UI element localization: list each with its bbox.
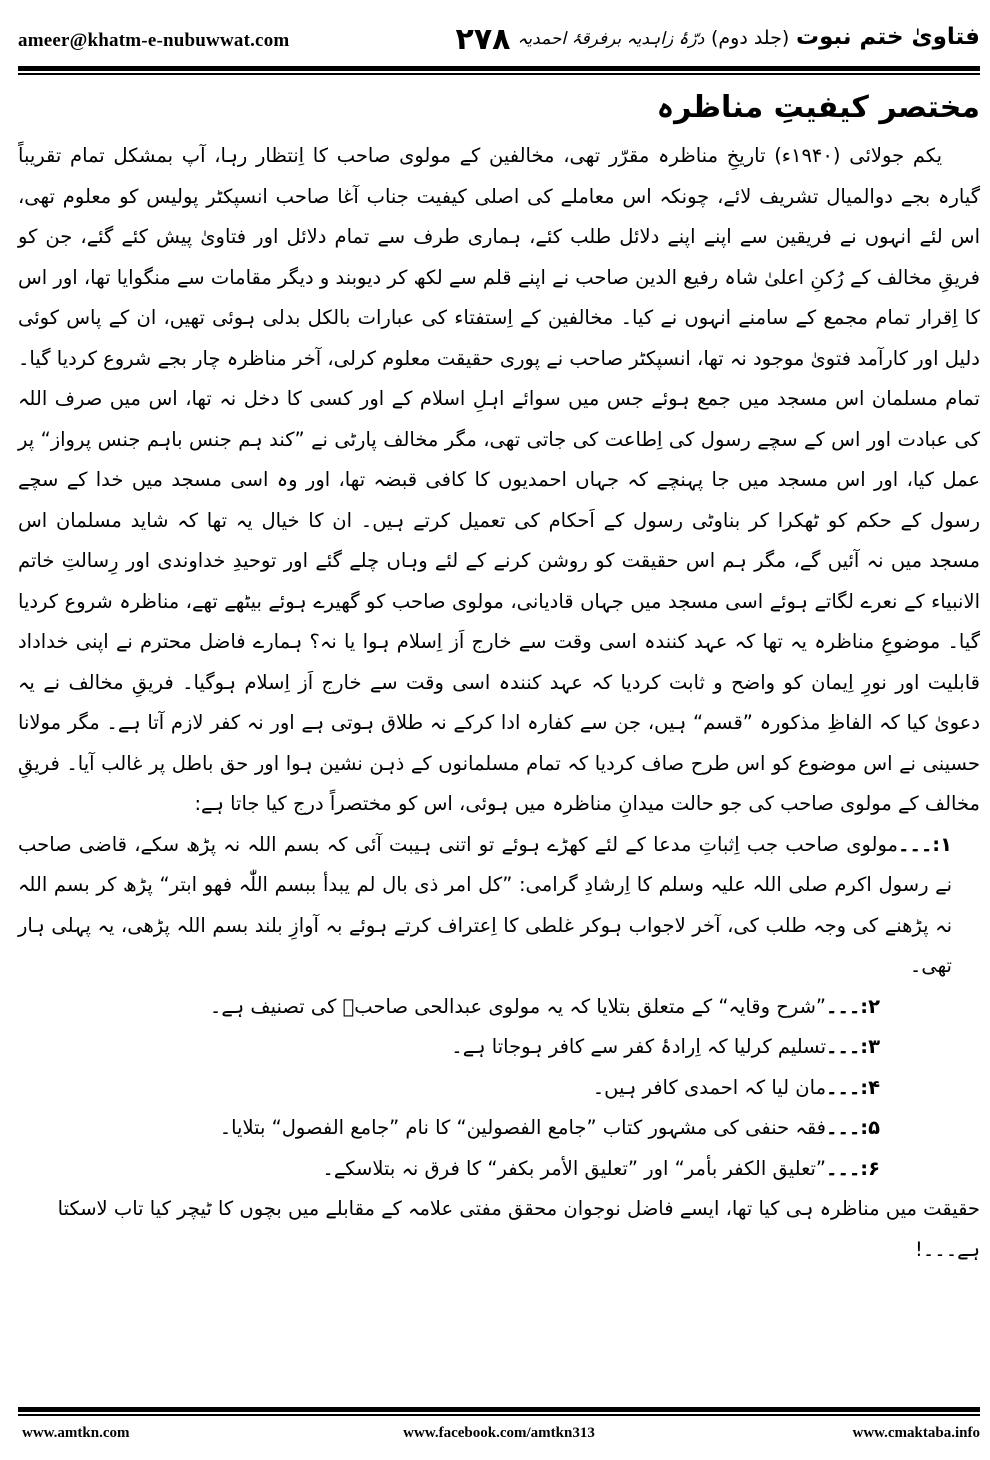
footer-link-amtkn[interactable]: www.amtkn.com [22,1425,130,1441]
numbered-list [18,825,980,1190]
footer-link-facebook[interactable]: www.facebook.com/amtkn313 [403,1425,595,1441]
list-item-text: ”تعلیق الکفر بأمر“ اور ”تعلیق الأمر بکفر“ کا فرق نہ بتلاسکے۔ [322,1156,827,1180]
header-divider [18,66,980,75]
page-number: ۲۷۸ [455,22,511,57]
list-item-text: تسلیم کرلیا کہ اِرادۂ کفر سے کافر ہوجاتا ہے۔ [451,1035,827,1058]
list-item-text: مان لیا کہ احمدی کافر ہیں۔ [592,1075,827,1099]
list-item-text: فقہ حنفی کی مشہور کتاب ”جامع الفصولین“ کا نام ”جامع الفصول“ بتلایا۔ [219,1116,827,1139]
body-paragraph: یکم جولائی (۱۹۴۰ء) تاریخِ مناظرہ مقرّر تھی، مخالفین کے مولوی صاحب کا اِنتظار رہا، آپ بمشکل تمام تقریباً گیارہ بجے دوالمیال تشریف لائے، چونکہ اس معاملے کی اصلی کیفیت جناب آغا صاحب انسپکٹر پولیس کو معلوم تھی، اس لئے انہوں نے فریقین سے اپنے اپنے دلائل طلب کئے، ہماری طرف سے تمام دلائل اور فتاویٰ پیش کئے گئے، جن کو فریقِ مخالف کے رُکنِ اعلیٰ شاہ رفیع الدین صاحب نے اپنے قلم سے لکھ کر دیوبند و دیگر مقامات سے منگوایا تھا، اور اس کا اِقرار تمام مجمع کے سامنے انہوں نے کیا۔ مخالفین کے اِستفتاء کی عبارات بالکل بدلی ہوئی تھیں، ان کے پاس کوئی دلیل اور کارآمد فتویٰ موجود نہ تھا، انسپکٹر صاحب نے پوری حقیقت معلوم کرلی، آخر مناظرہ چار بجے شروع کردیا گیا۔ تمام مسلمان اس مسجد میں جمع ہوئے جس میں سوائے اہلِ اسلام کے اور کسی کا دخل نہ تھا، اس میں صرف اللہ کی عبادت اور اس کے سچے رسول کی اِطاعت کی جاتی تھی، مگر مخالف پارٹی نے ”کند ہم جنس باہم جنس پرواز“ پر عمل کیا، اور اس مسجد میں جا پہنچے کہ جہاں احمدیوں کا کافی قبضہ تھا، اور وہ اسی مسجد میں خدا کے سچے رسول کے حکم کو ٹھکرا کر بناوٹی رسول کے اَحکام کی تعمیل کرتے ہیں۔ ان کا خیال یہ تھا کہ شاید مسلمان اس مسجد میں نہ آئیں گے، مگر ہم اس حقیقت کو روشن کرنے کے لئے وہاں چلے گئے اور توحیدِ خداوندی اور رِسالتِ خاتم الانبیاء کے نعرے لگاتے ہوئے اسی مسجد میں جہاں قادیانی، مولوی صاحب کو گھیرے ہوئے بیٹھے تھے، مناظرہ شروع کردیا گیا۔ موضوعِ مناظرہ یہ تھا کہ عہد کنندہ اسی وقت سے خارج اَز اِسلام ہوا یا نہ؟ ہمارے فاضل محترم نے اپنی خداداد قابلیت اور نورِ اِیمان کو واضح و ثابت کردیا کہ عہد کنندہ اسی وقت سے خارج اَز اِسلام ہوگیا۔ فریقِ مخالف نے یہ دعویٰ کیا کہ الفاظِ مذکورہ ”قسم“ ہیں، جن سے کفارہ ادا کرکے نہ طلاق ہوتی ہے اور نہ کفر لازم آتا ہے۔ مگر مولانا حسینی نے اس موضوع کو اس طرح صاف کردیا کہ تمام مسلمانوں کے ذہن نشین ہوا اور حق باطل پر غالب آیا۔ فریقِ مخالف کے مولوی صاحب کی جو حالت میدانِ مناظرہ میں ہوئی، اس کو مختصراً درج کیا جاتا ہے: [18,144,980,815]
list-item [18,1027,980,1068]
list-item-text: مولوی صاحب جب اِثباتِ مدعا کے لئے کھڑے ہوئے تو اتنی ہیبت آئی کہ بسم اللہ نہ پڑھ سکے، قاضی صاحب نے رسول اکرم صلی اللہ علیہ وسلم کا اِرشادِ گرامی: ”کل امر ذی بال لم یبدأ ببسم اللّٰہ فھو ابتر“ پڑھ کر بسم اللہ نہ پڑھنے کی وجہ طلب کی، آخر لاجواب ہوکر غلطی کا اِعتراف کرتے ہوئے بہ آوازِ بلند بسم اللہ پڑھی، یہ پہلی ہار تھی۔ [18,832,952,977]
list-item [18,987,980,1028]
list-item-text: ”شرح وقایہ“ کے متعلق بتلایا کہ یہ مولوی عبدالحی صاحبؒ کی تصنیف ہے۔ [209,994,827,1018]
list-item-number: ۲:۔۔۔ [826,994,880,1018]
page-content [18,82,980,1270]
list-item-number: ۵:۔۔۔ [826,1116,880,1139]
list-item [18,825,980,987]
list-item-number: ۴:۔۔۔ [826,1075,880,1099]
list-item [18,1149,980,1190]
section-heading: مختصر کیفیتِ مناظرہ [656,90,980,125]
list-item-number: ۱:۔۔۔ [898,832,952,856]
list-item [18,1108,980,1149]
page-footer [18,1425,980,1449]
book-subtitle: درّۂ زاہدیہ برفرقۂ احمدیہ [517,29,705,49]
running-title [517,24,980,50]
list-item [18,1068,980,1109]
book-title: فتاویٰ ختم نبوت [795,24,980,50]
list-item-number: ۶:۔۔۔ [826,1156,880,1180]
header-email[interactable]: ameer@khatm-e-nubuwwat.com [18,30,290,51]
footer-divider [18,1407,980,1416]
page-header [18,22,980,62]
concluding-line: حقیقت میں مناظرہ ہی کیا تھا، ایسے فاضل نوجوان محقق مفتی علامہ کے مقابلے میں بچوں کا ٹیچر کیا تاب لاسکتا ہے۔۔۔! [57,1197,980,1261]
footer-link-cmaktaba[interactable]: www.cmaktaba.info [852,1425,980,1441]
volume-label: (جلد دوم) [710,27,790,49]
list-item-number: ۳:۔۔۔ [826,1035,880,1058]
